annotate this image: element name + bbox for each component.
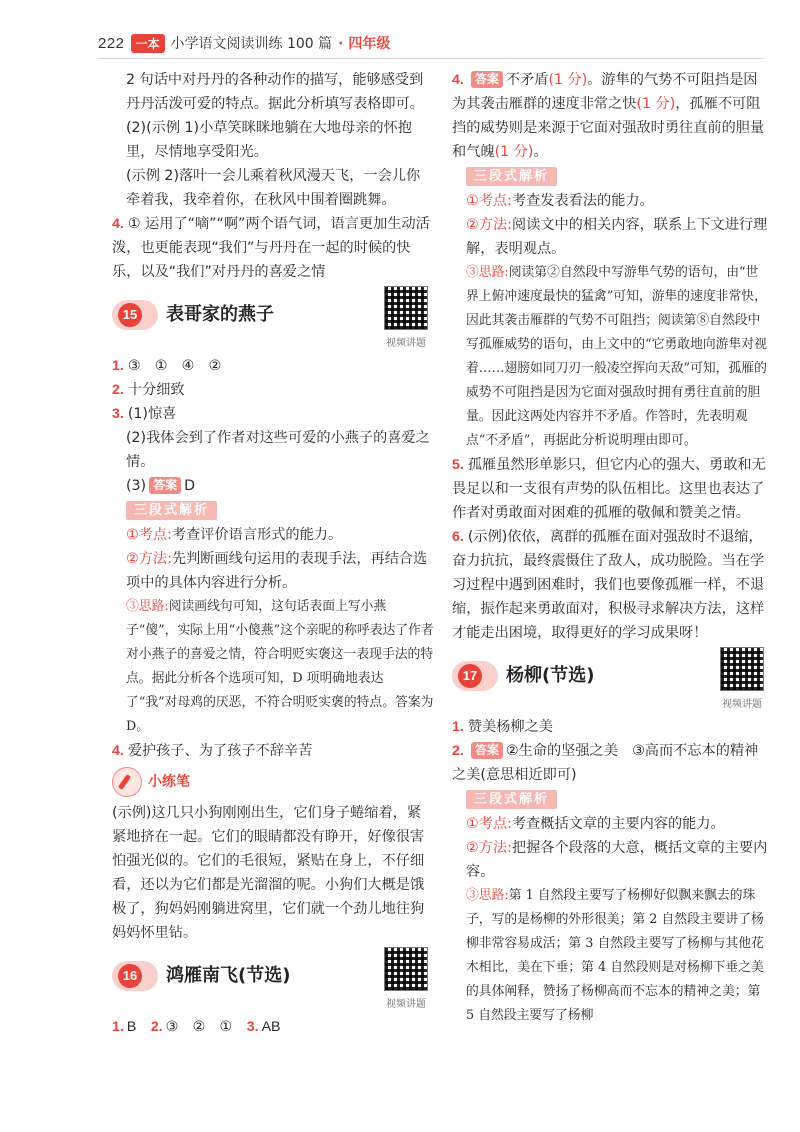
label: ①考点:: [466, 193, 512, 209]
question-number: 1.: [112, 1019, 124, 1035]
answer-badge: 答案: [149, 477, 181, 494]
qr-code-icon[interactable]: [384, 947, 428, 991]
lesson-title: 表哥家的燕子: [166, 304, 274, 325]
lesson-title: 杨柳(节选): [506, 665, 595, 686]
qr-code-icon[interactable]: [720, 647, 764, 691]
points-label: (1 分): [548, 72, 588, 88]
analysis-method: [452, 836, 770, 884]
analysis-reasoning: [112, 595, 434, 739]
question-number: 6.: [452, 529, 464, 545]
answer-text: ③ ① ④ ②: [127, 358, 222, 374]
practice-text: (示例)这几只小狗刚刚出生，它们身子蜷缩着，紧紧地挤在一起。它们的眼睛都没有睁开，好像很害怕强光似的。它们的毛很短，紧贴在身上，不仔细看，还以为它们都是光溜溜的呢。小狗们大概是饿极了，狗妈妈刚躺进窝里，它们就一个劲儿地往狗妈妈怀里钻。: [112, 805, 425, 941]
label: ③思路:: [466, 888, 509, 903]
lesson-number-badge: [112, 961, 158, 991]
analysis-method: [452, 213, 770, 261]
answer-text: 赞美杨柳之美: [467, 719, 553, 735]
label: ①考点:: [126, 527, 172, 543]
right-column: [452, 68, 770, 1028]
analysis-text: 把握各个段落的大意，概括文章的主要内容。: [466, 840, 768, 880]
video-label: 视频讲题: [386, 338, 426, 349]
analysis-text: 第 1 自然段主要写了杨柳好似飘来飘去的珠子，写的是杨柳的外形很美；第 2 自然段主要讲了杨柳非常容易成活；第 3 自然段主要写了杨柳与其他花木相比，美在下垂；第 4 自然段则是对杨柳下垂之美的具体阐释，赞扬了杨柳高而不忘本的精神之美；第 5 自然段主要写了杨柳: [466, 888, 764, 1023]
grade-label: · 四年级: [338, 36, 391, 52]
lesson-16-header: [112, 955, 434, 1010]
l16-answers: [112, 1015, 434, 1039]
lesson-number: 17: [458, 664, 482, 688]
answer-text: ③ ② ①: [165, 1019, 233, 1035]
answer-text: 。: [533, 144, 548, 160]
question-number: 3.: [246, 1019, 259, 1035]
intro-text-2: (2)(示例 1)小草笑眯眯地躺在大地母亲的怀抱里，尽情地享受阳光。: [126, 120, 412, 160]
practice-header: [112, 767, 434, 797]
practice-label: 小练笔: [148, 774, 190, 790]
lesson-number: 16: [118, 964, 142, 988]
label: ①考点:: [466, 816, 512, 832]
lesson-15-header: [112, 294, 434, 349]
label: ③思路:: [466, 265, 509, 280]
answer-text: ，孤雁不可阻挡的威势则是来源于它面对强敌时勇往直前的胆量和气魄: [452, 96, 765, 160]
l15-question-3b: (2)我体会到了作者对这些可爱的小燕子的喜爱之情。: [126, 430, 430, 470]
question-5-answer: [452, 453, 770, 525]
header-divider: [98, 58, 764, 59]
answer-text: AB: [261, 1019, 281, 1035]
l17-question-1: [452, 715, 770, 739]
left-column: [112, 68, 434, 1039]
question-number: 4.: [112, 743, 124, 759]
l15-question-4: [112, 739, 434, 763]
pencil-icon: [112, 767, 142, 797]
lesson-17-header: [452, 655, 770, 710]
question-number: 1.: [452, 719, 464, 735]
analysis-tag: 三段式解析: [466, 790, 557, 809]
analysis-text: 考查发表看法的能力。: [511, 193, 654, 209]
brand-logo: 一本: [131, 34, 165, 53]
answer-badge: 答案: [471, 71, 503, 88]
answer-badge: 答案: [471, 742, 503, 759]
l17-question-2: [452, 739, 770, 787]
answer-text: 爱护孩子、为了孩子不辞辛苦: [127, 743, 313, 759]
question-number: 1.: [112, 358, 124, 374]
answer-text: ① 运用了“嘀”“啊”两个语气词，语言更加生动活泼，也更能表现“我们”与丹丹在一起的时候的快乐，以及“我们”对丹丹的喜爱之情: [112, 216, 430, 280]
analysis-text: 先判断画线句运用的表现手法，再结合选项中的具体内容进行分析。: [126, 551, 428, 591]
label: ②方法:: [466, 840, 512, 856]
answer-text: 孤雁虽然形单影只，但它内心的强大、勇敢和无畏足以和一支很有声势的队伍相比。这里也表达了作者对勇敢面对困难的孤雁的敬佩和赞美之情。: [452, 457, 766, 521]
question-number: 4.: [452, 72, 464, 88]
analysis-point: [112, 523, 434, 547]
points-label: (1 分): [636, 96, 676, 112]
video-label: 视频讲题: [722, 699, 762, 710]
answer-text: 不矛盾: [505, 72, 549, 88]
label: ③思路:: [126, 599, 169, 614]
page-header: [98, 32, 390, 54]
question-6-answer: [452, 525, 770, 645]
answer-text: ②生命的坚强之美 ③高而不忘本的精神之美(意思相近即可): [452, 743, 759, 783]
question-number: 2.: [150, 1019, 163, 1035]
analysis-method: [112, 547, 434, 595]
lesson-number-badge: [452, 661, 498, 691]
label: ②方法:: [466, 217, 512, 233]
label: ②方法:: [126, 551, 172, 567]
question-4-answer: [452, 68, 770, 164]
answer-text: (1)惊喜: [127, 406, 177, 422]
analysis-text: 考查评价语言形式的能力。: [171, 527, 343, 543]
analysis-reasoning: [452, 884, 770, 1028]
lesson-title: 鸿雁南飞(节选): [166, 965, 291, 986]
page-number: 222: [98, 34, 125, 52]
analysis-text: 阅读文中的相关内容，联系上下文进行理解，表明观点。: [466, 217, 768, 257]
analysis-tag: 三段式解析: [466, 167, 557, 186]
lesson-number-badge: [112, 300, 158, 330]
analysis-text: 考查概括文章的主要内容的能力。: [511, 816, 725, 832]
l15-question-3: [112, 402, 434, 426]
answer-text: 。游隼的气势不可阻挡是因为其袭击雁群的速度非常之快: [452, 72, 758, 112]
analysis-point: [452, 189, 770, 213]
answer-text: (示例)依依，离群的孤雁在面对强敌时不退缩，奋力抗抗，最终震慑住了敌人，成功脱险。当在学习过程中遇到困难时，我们也要像孤雁一样，不退缩，振作起来勇敢面对，积极寻求解决方法，这样才能走出困境，取得更好的学习成果呀！: [452, 529, 765, 641]
answer-text: B: [126, 1019, 137, 1035]
analysis-point: [452, 812, 770, 836]
l15-question-3c: [112, 474, 434, 498]
answer-text: 十分细致: [127, 382, 185, 398]
book-title: 小学语文阅读训练 100 篇: [170, 36, 333, 52]
question-number: 5.: [452, 457, 464, 473]
question-number: 2.: [112, 382, 124, 398]
question-number: 3.: [112, 406, 124, 422]
analysis-tag: 三段式解析: [126, 501, 217, 520]
video-label: 视频讲题: [386, 999, 426, 1010]
intro-text-1: 2 句话中对丹丹的各种动作的描写，能够感受到丹丹活泼可爱的特点。据此分析填写表格即可。: [126, 72, 424, 112]
question-number: 4.: [112, 216, 124, 232]
analysis-text: 阅读第②自然段中写游隼气势的语句，由“世界上俯冲速度最快的猛禽”可知，游隼的速度非常快，因此其袭击雁群的气势不可阻挡；阅读第⑧自然段中写孤雁威势的语句，由上文中的“它勇敢地向游隼对视着……翅膀如同刀刃一般凌空挥向天敌”可知，孤雁的威势不可阻挡是因为它面对强敌时拥有勇往直前的胆量。因此这两处内容并不矛盾。作答时，先表明观点“不矛盾”，再据此分析说明理由即可。: [466, 265, 767, 448]
answer-text: D: [184, 478, 196, 494]
intro-text-3: (示例 2)落叶一会儿乘着秋风漫天飞，一会儿你牵着我，我牵着你，在秋风中围着圈跳舞。: [126, 168, 421, 208]
question-4-answer: [112, 212, 434, 284]
points-label: (1 分): [494, 144, 534, 160]
analysis-text: 阅读画线句可知，这句话表面上写小燕子“傻”，实际上用“小傻燕”这个亲昵的称呼表达了作者对小燕子的喜爱之情，符合明贬实褒这一表现手法的特点。据此分析各个选项可知，D 项明确地表达了“我”对母鸡的厌恶，不符合明贬实褒的特点。答案为 D。: [126, 599, 434, 734]
analysis-reasoning: [452, 261, 770, 453]
lesson-number: 15: [118, 303, 142, 327]
l15-question-1: [112, 354, 434, 378]
l15-question-2: [112, 378, 434, 402]
qr-code-icon[interactable]: [384, 286, 428, 330]
question-number: 2.: [452, 743, 464, 759]
sub-number: (3): [126, 478, 147, 494]
